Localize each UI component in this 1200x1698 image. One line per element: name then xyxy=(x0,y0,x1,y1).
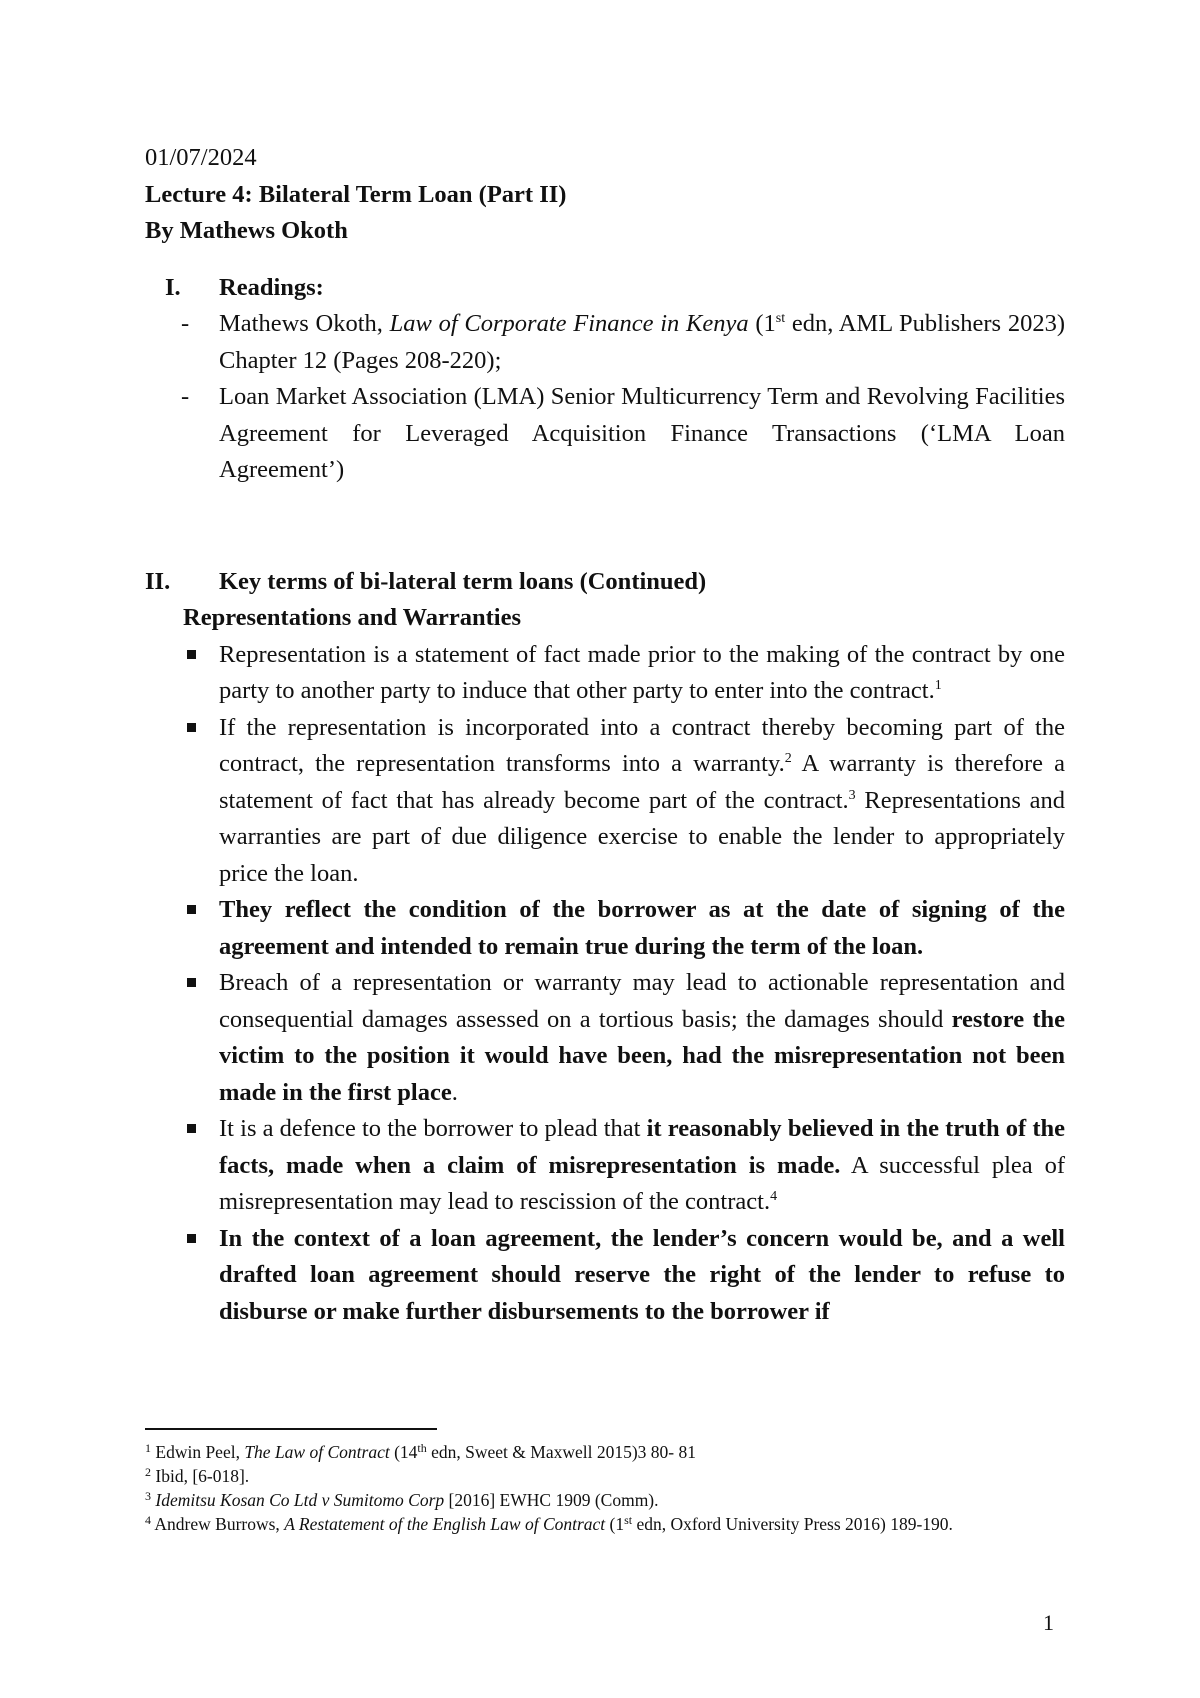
list-item: Representation is a statement of fact made prior to the making of the contract by one party to another party to induce that other party to enter into the contract.$^1$ xyxy=(145,637,1065,710)
list-item: They reflect the condition of the borrower as at the date of signing of the agreement and intended to remain true during the term of the loan. xyxy=(145,892,1065,965)
square-bullet-icon xyxy=(187,650,196,659)
readings-heading xyxy=(145,270,1065,307)
list-item: If the representation is incorporated into a contract thereby becoming part of the contract, the representation transforms into a warranty.$^2$ A warranty is therefore a statement of fact that has already become part of the contract.$^3$ Representations and warranties are part of due diligence exercise to enable the lender to appropriately price the loan. xyxy=(145,710,1065,893)
footnote-separator xyxy=(145,1428,437,1430)
footnote: $^2$ Ibid, [6-018]. xyxy=(145,1465,250,1486)
footnotes xyxy=(145,1440,1065,1536)
lecture-title: Lecture 4: Bilateral Term Loan (Part II) xyxy=(145,180,567,208)
readings-numeral: I. xyxy=(165,273,181,301)
footnote-ref: 1 xyxy=(934,678,942,693)
square-bullet-icon xyxy=(187,978,196,987)
square-bullet-icon xyxy=(187,723,196,732)
main-body xyxy=(145,140,1065,1330)
square-bullet-icon xyxy=(187,905,196,914)
dash-bullet-icon: - xyxy=(181,383,190,410)
list-item: In the context of a loan agreement, the lender’s concern would be, and a well drafted loan agreement should reserve the right of the lender to refuse to disburse or make further disbursements to the borrower if xyxy=(145,1221,1065,1331)
readings-heading-text: Readings: xyxy=(219,273,324,301)
footnote-ref: 2 xyxy=(784,751,792,766)
footnote-ref: 4 xyxy=(770,1189,778,1204)
page-number: 1 xyxy=(1043,1610,1054,1635)
lecture-author: By Mathews Okoth xyxy=(145,217,348,244)
lecture-date: 01/07/2024 xyxy=(145,144,257,171)
section-heading xyxy=(145,564,1065,601)
section-numeral: II. xyxy=(145,567,171,595)
footnote: $^4$ Andrew Burrows, A Restatement of the English Law of Contract (1st edn, Oxford University Press 2016) 189-190. xyxy=(145,1513,953,1534)
reading-item: - Mathews Okoth, Law of Corporate Finance in Kenya (1st edn, AML Publishers 2023) Chapter 12 (Pages 208-220); xyxy=(145,306,1065,379)
footnote-ref: 3 xyxy=(848,787,856,803)
square-bullet-icon xyxy=(187,1234,196,1243)
reading-item: - Loan Market Association (LMA) Senior Multicurrency Term and Revolving Facilities Agreement for Leveraged Acquisition Finance Transactions (‘LMA Loan Agreement’) xyxy=(145,379,1065,489)
book-title: Law of Corporate Finance in Kenya xyxy=(389,310,749,337)
dash-bullet-icon: - xyxy=(181,310,190,337)
bullet-list xyxy=(145,637,1065,1331)
footnote: $^3$ Idemitsu Kosan Co Ltd v Sumitomo Corp [2016] EWHC 1909 (Comm). xyxy=(145,1489,659,1510)
list-item: It is a defence to the borrower to plead that it reasonably believed in the truth of the facts, made when a claim of misrepresentation is made. A successful plea of misrepresentation may lead to rescission of the contract.$^4$ xyxy=(145,1111,1065,1221)
section-heading-text: Key terms of bi-lateral term loans (Continued) xyxy=(219,567,707,595)
readings-list xyxy=(145,306,1065,489)
list-item: Breach of a representation or warranty may lead to actionable representation and consequential damages assessed on a tortious basis; the damages should restore the victim to the position it would have been, had the misrepresentation not been made in the first place. xyxy=(145,965,1065,1111)
footnote: $^1$ Edwin Peel, The Law of Contract (14th edn, Sweet & Maxwell 2015)3 80- 81 xyxy=(145,1441,697,1462)
square-bullet-icon xyxy=(187,1124,196,1133)
subsection-heading: Representations and Warranties xyxy=(183,604,522,631)
